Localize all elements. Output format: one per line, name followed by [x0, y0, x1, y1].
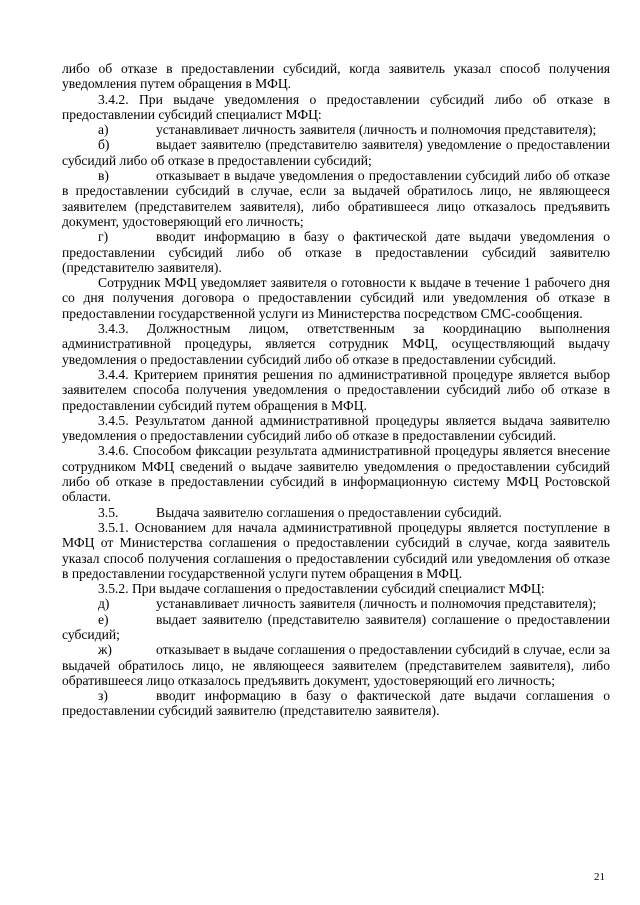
list-item-zh	[62, 642, 610, 688]
list-text: вводит информацию в базу о фактической дате выдачи уведомления о предоставлении субсидий либо об отказе в предоставлении субсидий заявителю (представителю заявителя).	[62, 229, 610, 275]
list-text: устанавливает личность заявителя (личность и полномочия представителя);	[156, 122, 597, 138]
paragraph-continuation: либо об отказе в предоставлении субсидий, когда заявитель указал способ получения уведомления путем обращения в МФЦ.	[62, 61, 610, 92]
paragraph-3-4-4: 3.4.4. Критерием принятия решения по административной процедуре является выбор заявителем способа получения уведомления о предоставлении субсидий либо об отказе в предоставлении субсидий путем обращения в МФЦ.	[62, 366, 610, 413]
list-item-a	[62, 122, 610, 137]
section-heading-3-5	[62, 505, 610, 520]
list-label: е)	[98, 611, 109, 627]
paragraph-notification: Сотрудник МФЦ уведомляет заявителя о готовности к выдаче в течение 1 рабочего дня со дня получения договора о предоставлении субсидий или уведомления об отказе в предоставлении государственной услуги из Министерства посредством СМС-сообщения.	[62, 275, 610, 321]
list-text: выдает заявителю (представителю заявителя) уведомление о предоставлении субсидий либо об отказе в предоставлении субсидий;	[62, 137, 610, 168]
paragraph-3-5-1: 3.5.1. Основанием для начала административной процедуры является поступление в МФЦ от Министерства соглашения о предоставлении субсидий в случае, когда заявитель указал способ получения соглашения о предоставлении субсидий или уведомления об отказе в предоставлении государственной услуги путем обращения в МФЦ.	[62, 519, 610, 581]
list-item-d	[62, 596, 610, 611]
section-number: 3.5.	[98, 504, 119, 520]
list-label: д)	[98, 596, 110, 612]
list-text: вводит информацию в базу о фактической дате выдачи соглашения о предоставлении субсидий заявителю (представителю заявителя).	[62, 688, 610, 719]
list-item-g	[62, 229, 610, 275]
list-text: отказывает в выдаче уведомления о предоставлении субсидий либо об отказе в предоставлении субсидий в случае, если за выдачей обратилось лицо, не являющееся заявителем (представителем заявителя), либо обратившееся лицо отказалось предъявить документ, удостоверяющий его личность;	[62, 168, 610, 229]
list-label: в)	[98, 168, 109, 184]
paragraph-3-5-2: 3.5.2. При выдаче соглашения о предоставлении субсидий специалист МФЦ:	[98, 581, 545, 597]
paragraph-3-4-6: 3.4.6. Способом фиксации результата административной процедуры является внесение сотрудником МФЦ сведений о выдаче заявителю уведомления о предоставлении субсидий либо об отказе в предоставлении субсидий в информационную систему МФЦ Ростовской области.	[62, 443, 610, 505]
list-label: г)	[98, 229, 109, 245]
list-label: б)	[98, 137, 110, 153]
list-item-e	[62, 612, 610, 643]
list-label: з)	[98, 688, 108, 704]
list-item-z	[62, 688, 610, 719]
page-number: 21	[594, 871, 605, 883]
paragraph-3-4-3: 3.4.3. Должностным лицом, ответственным за координацию выполнения административной процедуры, является сотрудник МФЦ, осуществляющий выдачу уведомления о предоставлении субсидий либо об отказе в предоставлении субсидий.	[62, 321, 610, 367]
list-label: а)	[98, 122, 109, 138]
list-text: выдает заявителю (представителю заявителя) соглашение о предоставлении субсидий;	[62, 611, 610, 642]
paragraph-3-4-5: 3.4.5. Результатом данной административной процедуры является выдача заявителю уведомления о предоставлении субсидий либо об отказе в предоставлении субсидий.	[62, 412, 610, 444]
list-text: устанавливает личность заявителя (личность и полномочия представителя);	[156, 596, 597, 612]
paragraph-3-4-2: 3.4.2. При выдаче уведомления о предоставлении субсидий либо об отказе в предоставлении субсидий специалист МФЦ:	[62, 91, 610, 122]
body-text	[62, 61, 610, 719]
list-item-v	[62, 168, 610, 229]
list-text: отказывает в выдаче соглашения о предоставлении субсидий в случае, если за выдачей обратилось лицо, не являющееся заявителем (представителем заявителя), либо обратившееся лицо отказалось предъявить документ, удостоверяющий его личность;	[62, 642, 610, 688]
list-item-b	[62, 137, 610, 168]
list-label: ж)	[98, 642, 112, 658]
section-title: Выдача заявителю соглашения о предоставлении субсидий.	[156, 504, 502, 520]
